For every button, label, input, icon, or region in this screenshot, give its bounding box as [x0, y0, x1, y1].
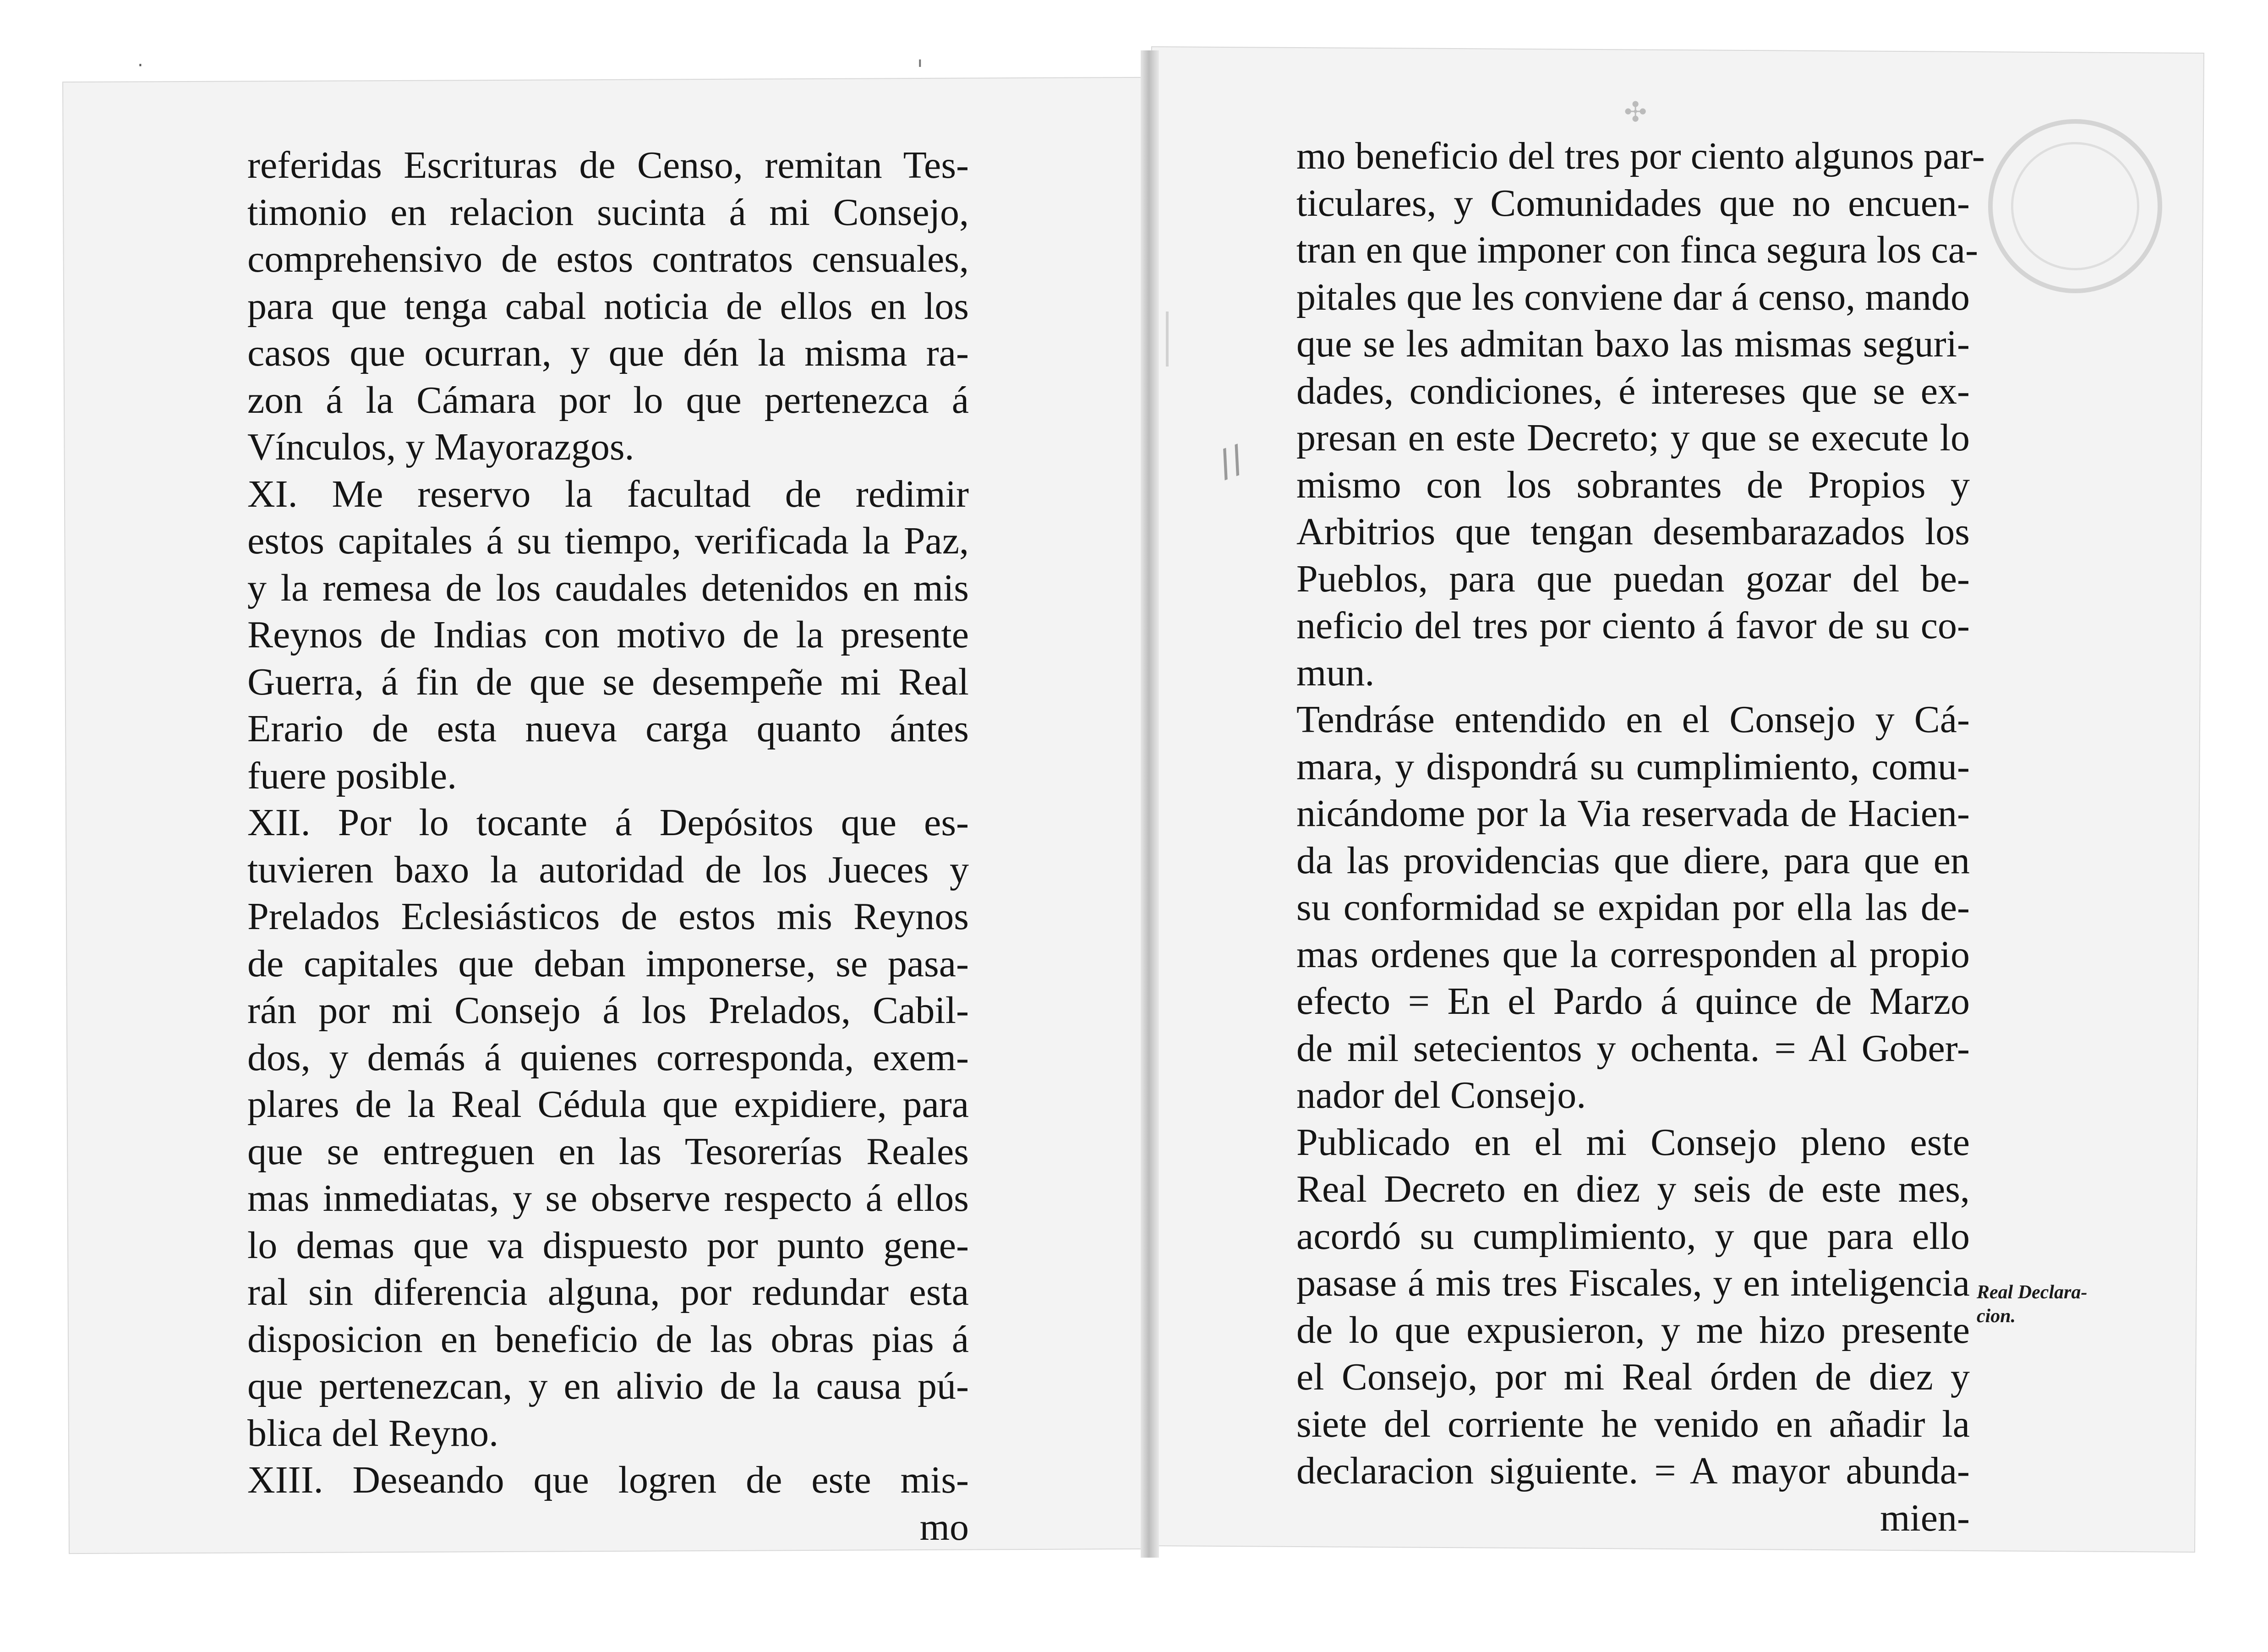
text-line: fuere posible.: [247, 754, 457, 797]
marginal-note: [1977, 1280, 2114, 1328]
text-line: lo demas que va dispuesto por punto gene-: [247, 1224, 969, 1267]
text-line: presan en este Decreto; y que se execute lo: [1296, 416, 1970, 459]
text-line: mara, y dispondrá su cumplimiento, comu-: [1296, 745, 1970, 788]
text-line: Real Decreto en diez y seis de este mes,: [1296, 1168, 1970, 1210]
tick-mark-icon: ˈ: [916, 55, 924, 87]
text-line: casos que ocurran, y que dén la misma ra-: [247, 332, 969, 374]
marginal-note-line: Real Declara-: [1977, 1282, 2088, 1303]
text-line: estos capitales á su tiempo, verificada la Paz,: [247, 520, 969, 562]
text-line: nador del Consejo.: [1296, 1074, 1586, 1116]
text-line: Tendráse entendido en el Consejo y Cá-: [1296, 698, 1970, 741]
text-line: que se entreguen en las Tesorerías Reales: [247, 1130, 969, 1173]
text-line: comprehensivo de estos contratos censuales,: [247, 238, 969, 280]
text-line: pitales que les conviene dar á censo, mando: [1296, 275, 1970, 318]
text-line: Guerra, á fin de que se desempeñe mi Real: [247, 660, 969, 703]
text-line: Arbitrios que tengan desembarazados los: [1296, 510, 1970, 553]
text-line: que se les admitan baxo las mismas seguri-: [1296, 323, 1970, 365]
text-line: de capitales que deban imponerse, se pasa-: [247, 942, 969, 985]
text-line: blica del Reyno.: [247, 1411, 499, 1455]
text-line: efecto = En el Pardo á quince de Marzo: [1296, 980, 1970, 1023]
text-line: rán por mi Consejo á los Prelados, Cabil-: [247, 989, 969, 1032]
text-line: plares de la Real Cédula que expidiere, para: [247, 1083, 969, 1126]
text-line: dades, condiciones, é intereses que se ex-: [1296, 369, 1970, 412]
text-line: dos, y demás á quienes corresponda, exem-: [247, 1036, 969, 1079]
text-line: tran en que imponer con finca segura los ca-: [1296, 229, 1978, 271]
text-line: mismo con los sobrantes de Propios y: [1296, 463, 1970, 506]
text-line: de lo que expusieron, y me hizo presente: [1296, 1308, 1970, 1351]
text-line: XIII. Deseando que logren de este mis-: [247, 1459, 969, 1501]
text-line: de mil setecientos y ochenta. = Al Gober-: [1296, 1027, 1970, 1070]
right-page-text: [1296, 133, 1985, 1542]
text-line: mas ordenes que la corresponden al propio: [1296, 933, 1970, 976]
text-line: referidas Escrituras de Censo, remitan Tes-: [247, 144, 969, 186]
text-line: y la remesa de los caudales detenidos en mis: [247, 566, 969, 609]
text-line: Pueblos, para que puedan gozar del be-: [1296, 557, 1970, 600]
text-line: que pertenezcan, y en alivio de la causa pú-: [247, 1365, 969, 1407]
catchword: mo: [919, 1505, 969, 1548]
text-line: su conformidad se expidan por ella las de-: [1296, 886, 1970, 929]
dot-mark-icon: ·: [137, 55, 143, 76]
text-line: mo beneficio del tres por ciento algunos par-: [1296, 135, 1985, 177]
text-line: zon á la Cámara por lo que pertenezca á: [247, 378, 969, 421]
text-line: declaracion siguiente. = A mayor abunda-: [1296, 1450, 1970, 1492]
catchword: mien-: [1880, 1496, 1970, 1539]
text-line: siete del corriente he venido en añadir la: [1296, 1402, 1970, 1445]
text-line: mun.: [1296, 651, 1375, 694]
text-line: Prelados Eclesiásticos de estos mis Reynos: [247, 895, 969, 938]
text-line: XII. Por lo tocante á Depósitos que es-: [247, 801, 969, 844]
text-line: ticulares, y Comunidades que no encuen-: [1296, 181, 1970, 224]
text-line: Reynos de Indias con motivo de la presente: [247, 613, 969, 656]
text-line: para que tenga cabal noticia de ellos en los: [247, 284, 969, 328]
book-gutter: [1141, 50, 1159, 1558]
marginal-note-line: cion.: [1977, 1306, 2016, 1327]
text-line: timonio en relacion sucinta á mi Consejo,: [247, 191, 969, 234]
text-line: neficio del tres por ciento á favor de su co-: [1296, 604, 1970, 647]
text-line: el Consejo, por mi Real órden de diez y: [1296, 1356, 1970, 1398]
text-line: nicándome por la Via reservada de Hacien-: [1296, 792, 1970, 835]
text-line: mas inmediatas, y se observe respecto á ellos: [247, 1177, 969, 1220]
text-line: tuvieren baxo la autoridad de los Jueces y: [247, 848, 969, 891]
text-line: Erario de esta nueva carga quanto ántes: [247, 707, 969, 750]
pencil-mark-icon: //: [1212, 437, 1250, 486]
seal-stamp-bleed: [1988, 119, 2162, 293]
text-line: Publicado en el mi Consejo pleno este: [1296, 1121, 1970, 1164]
page-crease: [1166, 312, 1169, 367]
text-line: XI. Me reservo la facultad de redimir: [247, 472, 969, 515]
text-line: disposicion en beneficio de las obras pias á: [247, 1318, 969, 1361]
text-line: acordó su cumplimiento, y que para ello: [1296, 1214, 1970, 1258]
text-line: pasase á mis tres Fiscales, y en inteligencia: [1296, 1262, 1970, 1304]
left-page-text: [247, 142, 969, 1551]
ornament-bleed-icon: ✣: [1624, 96, 1647, 128]
text-line: ral sin diferencia alguna, por redundar esta: [247, 1271, 969, 1313]
text-line: da las providencias que diere, para que en: [1296, 839, 1970, 882]
text-line: Vínculos, y Mayorazgos.: [247, 426, 634, 468]
